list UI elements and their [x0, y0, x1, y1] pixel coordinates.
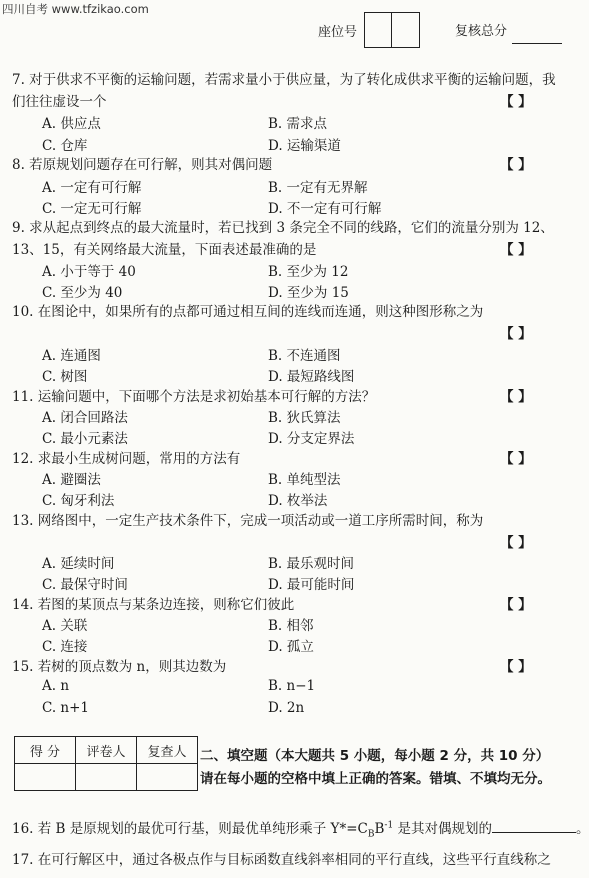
option-c[interactable]: C. 树图: [42, 369, 88, 385]
question-stem-line: 9. 求从起点到终点的最大流量时，若已找到 3 条完全不同的线路，它们的流量分别为 12、: [12, 220, 554, 236]
option-b[interactable]: B. 最乐观时间: [268, 556, 355, 572]
reviewer-cell[interactable]: [137, 764, 198, 791]
question-17: 17. 在可行解区中，通过各极点作与目标函数直线斜率相同的平行直线，这些平行直线称之: [12, 852, 551, 868]
seat-box-divider: [391, 13, 392, 47]
option-b[interactable]: B. 单纯型法: [268, 472, 341, 488]
question-stem-line: 12. 求最小生成树问题，常用的方法有: [12, 451, 241, 467]
grader-header: 评卷人: [76, 737, 137, 764]
option-c[interactable]: C. 最小元素法: [42, 431, 128, 447]
option-a[interactable]: A. 延续时间: [42, 556, 115, 572]
option-d[interactable]: D. 运输渠道: [268, 138, 341, 154]
question-stem-line: 8. 若原规划问题存在可行解，则其对偶问题: [12, 157, 273, 173]
site-header: 四川自考 www.tfzikao.com: [2, 2, 149, 16]
q16-text-end: 是其对偶规划的: [393, 821, 492, 837]
question-stem-line: 10. 在图论中，如果所有的点都可通过相互间的连线而连通，则这种图形称之为: [12, 304, 484, 320]
answer-bracket[interactable]: 【 】: [500, 659, 532, 675]
question-stem-line: 13、15，有关网络最大流量，下面表述最准确的是: [12, 242, 317, 258]
answer-bracket[interactable]: 【 】: [500, 597, 532, 613]
q16-superscript: -1: [384, 820, 394, 831]
section-2-instruction: 请在每小题的空格中填上正确的答案。错填、不填均无分。: [200, 771, 551, 787]
q16-answer-blank[interactable]: [492, 820, 576, 833]
answer-bracket[interactable]: 【 】: [500, 451, 532, 467]
question-stem-line: 13. 网络图中，一定生产技术条件下，完成一项活动或一道工序所需时间，称为: [12, 513, 484, 529]
seat-label: 座位号: [318, 25, 358, 40]
option-c[interactable]: C. 一定无可行解: [42, 201, 142, 217]
option-b[interactable]: B. n−1: [268, 678, 316, 694]
section-2-title: 二、填空题（本大题共 5 小题，每小题 2 分，共 10 分）: [200, 748, 550, 764]
review-total-blank[interactable]: [512, 43, 562, 44]
option-a[interactable]: A. 闭合回路法: [42, 410, 128, 426]
option-c[interactable]: C. 匈牙利法: [42, 493, 115, 509]
q16-subscript: B: [367, 829, 375, 840]
answer-bracket[interactable]: 【 】: [500, 157, 532, 173]
option-d[interactable]: D. 枚举法: [268, 493, 328, 509]
grader-cell[interactable]: [76, 764, 137, 791]
option-a[interactable]: A. 小于等于 40: [42, 264, 136, 280]
question-stem-line: 7. 对于供求不平衡的运输问题，若需求量小于供应量，为了转化成供求平衡的运输问题，我: [12, 72, 556, 88]
option-d[interactable]: D. 分支定界法: [268, 431, 355, 447]
option-d[interactable]: D. 孤立: [268, 639, 314, 655]
score-table: [14, 736, 198, 791]
reviewer-header: 复查人: [137, 737, 198, 764]
option-b[interactable]: B. 狄氏算法: [268, 410, 341, 426]
option-a[interactable]: A. n: [42, 678, 70, 694]
question-stem-line: 15. 若树的顶点数为 n，则其边数为: [12, 659, 227, 675]
question-16: [12, 817, 589, 840]
option-a[interactable]: A. 关联: [42, 618, 88, 634]
question-stem-line: 11. 运输问题中，下面哪个方法是求初始基本可行解的方法？: [12, 389, 376, 405]
option-c[interactable]: C. n+1: [42, 700, 90, 716]
q16-period: 。: [575, 821, 589, 837]
option-d[interactable]: D. 不一定有可行解: [268, 201, 382, 217]
question-stem-line: 们往往虚设一个: [12, 94, 107, 110]
answer-bracket[interactable]: 【 】: [500, 389, 532, 405]
option-c[interactable]: C. 最保守时间: [42, 577, 128, 593]
q16-text-start: 16. 若 B 是原规划的最优可行基，则最优单纯形乘子 Y*=C: [12, 821, 368, 837]
option-d[interactable]: D. 2n: [268, 700, 305, 716]
option-d[interactable]: D. 最短路线图: [268, 369, 355, 385]
q16-text-b: B: [374, 821, 385, 837]
answer-bracket[interactable]: 【 】: [500, 94, 532, 110]
option-c[interactable]: C. 仓库: [42, 138, 88, 154]
option-b[interactable]: B. 至少为 12: [268, 264, 349, 280]
option-b[interactable]: B. 相邻: [268, 618, 314, 634]
answer-bracket[interactable]: 【 】: [500, 326, 532, 342]
option-a[interactable]: A. 一定有可行解: [42, 180, 142, 196]
option-a[interactable]: A. 避圈法: [42, 472, 101, 488]
option-c[interactable]: C. 至少为 40: [42, 285, 123, 301]
option-a[interactable]: A. 供应点: [42, 116, 101, 132]
option-a[interactable]: A. 连通图: [42, 348, 101, 364]
option-b[interactable]: B. 不连通图: [268, 348, 341, 364]
option-d[interactable]: D. 最可能时间: [268, 577, 355, 593]
score-cell[interactable]: [15, 764, 76, 791]
score-header: 得 分: [15, 737, 76, 764]
answer-bracket[interactable]: 【 】: [500, 535, 532, 551]
option-b[interactable]: B. 一定有无界解: [268, 180, 368, 196]
option-b[interactable]: B. 需求点: [268, 116, 328, 132]
question-stem-line: 14. 若图的某顶点与某条边连接，则称它们彼此: [12, 597, 295, 613]
option-d[interactable]: D. 至少为 15: [268, 285, 349, 301]
option-c[interactable]: C. 连接: [42, 639, 88, 655]
answer-bracket[interactable]: 【 】: [500, 242, 532, 258]
seat-number-box[interactable]: [364, 12, 420, 48]
review-total-label: 复核总分: [455, 24, 508, 39]
